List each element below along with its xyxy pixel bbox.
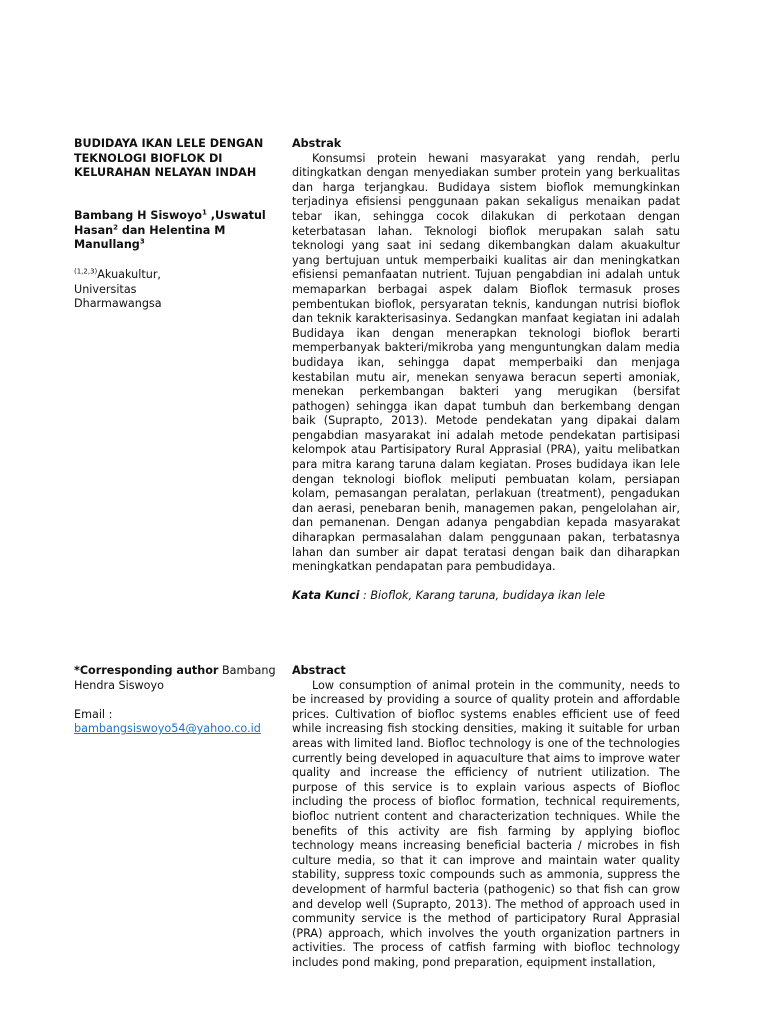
author-3-sup: 3 (139, 237, 145, 246)
author-list (74, 209, 279, 253)
abstract-body: Low consumption of animal protein in the community, needs to be increased by providing a source of quality protein and affordable prices. Cultivation of biofloc systems enables efficient use of feed while increasing fish stocking densities, making it suitable for urban areas with limited land. Biofloc technology is one of the technologies currently being developed in aquaculture that aims to improve water quality and increase the efficiency of nutrient utilization. The purpose of this service is to explain various aspects of Biofloc including the process of biofloc formation, technical requirements, biofloc nutrient content and characterization techniques. While the benefits of this activity are fish farming by applying biofloc technology means increasing beneficial bacteria / microbes in fish culture media, so that it can improve and maintain water quality stability, suppress toxic compounds such as ammonia, suppress the development of harmful bacteria (pathogenic) so that fish can grow and develop well (Suprapto, 2013). The method of approach used in community service is the method of participatory Rural Apprasial (PRA) approach, which involves the youth organization partners in activities. The process of catfish farming with biofloc technology includes pond making, pond preparation, equipment installation, (292, 678, 680, 969)
author-3: dan Helentina M Manullang (74, 223, 226, 252)
affiliation (74, 268, 279, 312)
abstract-section (292, 664, 680, 970)
keywords-text: : Bioflok, Karang taruna, budidaya ikan lele (359, 588, 606, 602)
paper-title: BUDIDAYA IKAN LELE DENGAN TEKNOLOGI BIOFLOK DI KELURAHAN NELAYAN INDAH (74, 137, 264, 180)
abstrak-heading: Abstrak (292, 137, 342, 150)
author-2: ,Uswatul Hasan (74, 209, 266, 237)
author-1: Bambang H Siswoyo (74, 209, 202, 222)
corresponding-author (74, 664, 279, 737)
email-label: Email : (74, 707, 113, 721)
affiliation-sup: (1,2,3) (74, 267, 98, 276)
affiliation-text: Akuakultur, Universitas Dharmawangsa (74, 268, 162, 311)
abstrak-section (292, 137, 680, 603)
abstrak-body: Konsumsi protein hewani masyarakat yang rendah, perlu ditingkatkan dengan menyediakan sumber protein yang berkualitas dan harga terjangkau. Budidaya sistem bioflok memungkinkan terjadinya efisiensi penggunaan pakan sekaligus menaikan padat tebar ikan, sehingga cocok dilakukan di perkotaan dengan keterbatasan lahan. Teknologi bioflok merupakan salah satu teknologi yang saat ini sedang dikembangkan dalam akuakultur yang bertujuan untuk memperbaiki kualitas air dan meningkatkan efisiensi pemanfaatan nutrient. Tujuan pengabdian ini adalah untuk memaparkan berbagai aspek dalam Bioflok termasuk proses pembentukan bioflok, persyaratan teknis, kandungan nutrisi bioflok dan teknik karakterisasinya. Sedangkan manfaat kegiatan ini adalah Budidaya ikan dengan menerapkan teknologi bioflok berarti memperbanyak bakteri/mikroba yang menguntungkan dalam media budidaya ikan, sehingga dapat memperbaiki dan menjaga kestabilan mutu air, menekan senyawa beracun seperti amoniak, menekan perkembangan bakteri yang merugikan (bersifat pathogen) sehingga ikan dapat tumbuh dan berkembang dengan baik (Suprapto, 2013). Metode pendekatan yang dipakai dalam pengabdian masyarakat ini adalah metode pendekatan partisipasi kelompok atau Partisipatory Rural Apprasial (PRA), yaitu melibatkan para mitra karang taruna dalam kegiatan. Proses budidaya ikan lele dengan teknologi bioflok meliputi pembuatan kolam, persiapan kolam, pemasangan peralatan, perlakuan (treatment), pengadukan dan aerasi, penebaran benih, managemen pakan, pengelolahan air, dan pemanenan. Dengan adanya pengabdian kepada masyarakat diharapkan permasalahan dalam penggunaan pakan, terbatasnya lahan dan sumber air dapat teratasi dengan baik dan diharapkan meningkatkan pendapatan para pembudidaya. (292, 151, 680, 574)
keywords-label: Kata Kunci (292, 588, 360, 602)
abstract-heading: Abstract (292, 664, 346, 677)
corresponding-label: *Corresponding author (74, 664, 219, 677)
author-1-sup: 1 (201, 208, 207, 217)
author-2-sup: 2 (113, 222, 118, 231)
email-link[interactable]: bambangsiswoyo54@yahoo.co.id (74, 722, 261, 736)
keywords (292, 589, 680, 604)
corresponding-name: Bambang Hendra Siswoyo (74, 664, 276, 692)
